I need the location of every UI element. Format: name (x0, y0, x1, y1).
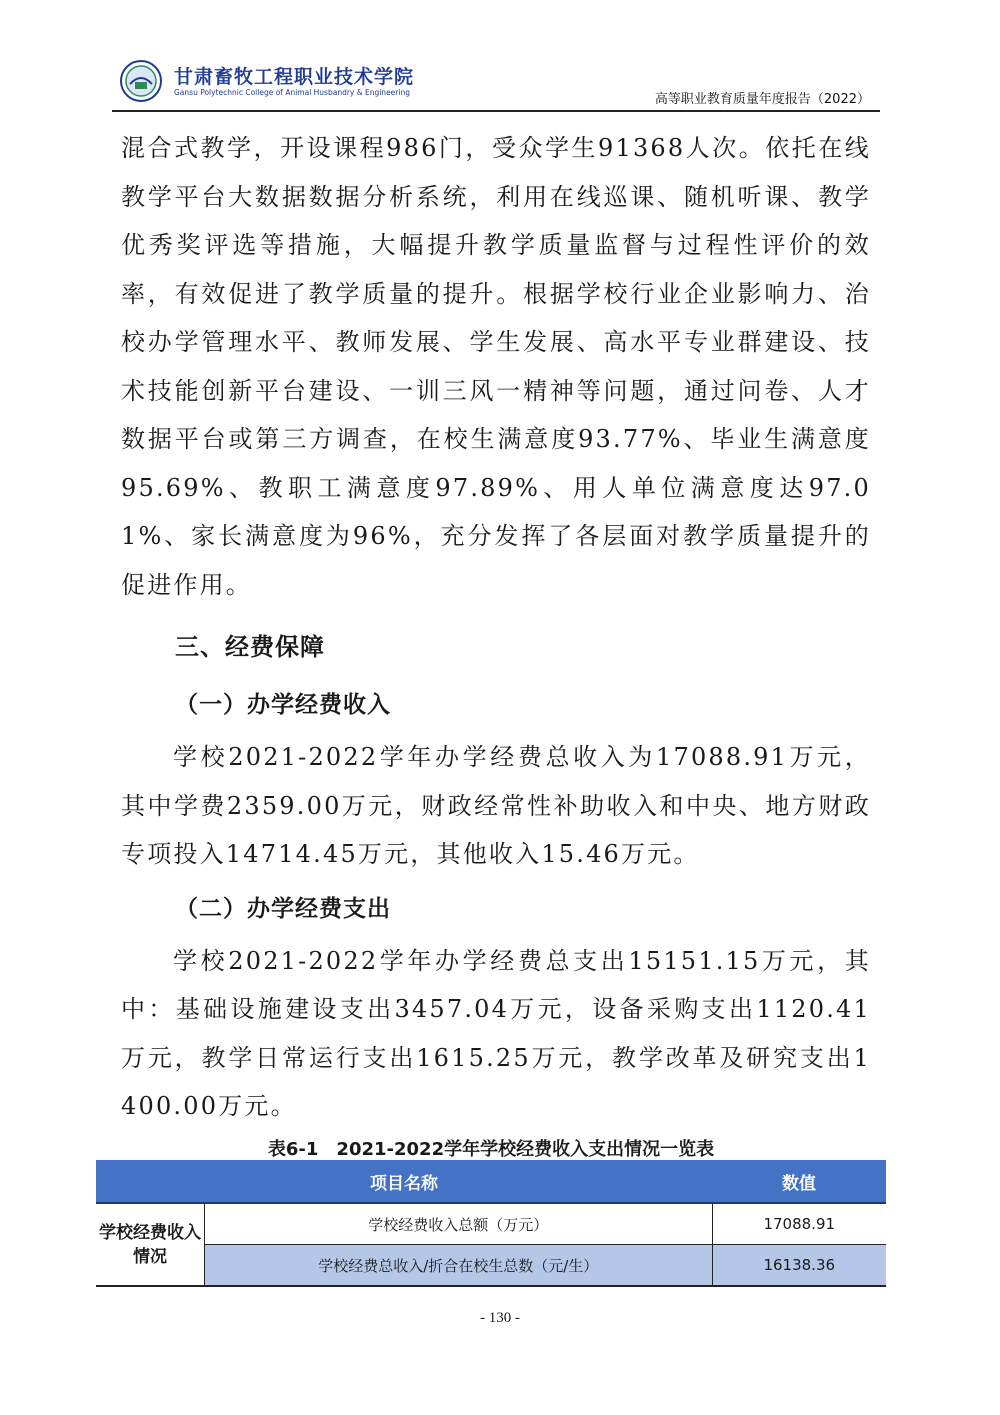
body-paragraph-income: 学校2021-2022学年办学经费总收入为17088.91万元，其中学费2359.00万元，财政经常性补助收入和中央、地方财政专项投入14714.45万元，其他收入15.46万元。 (121, 743, 871, 868)
row-value: 17088.91 (712, 1203, 886, 1245)
subsection-heading-income: （一）办学经费收入 (175, 692, 391, 718)
page-header (112, 50, 880, 112)
row-item: 学校经费收入总额（万元） (205, 1203, 713, 1245)
table-row (96, 1203, 886, 1245)
header-divider (112, 110, 880, 112)
table-row (96, 1245, 886, 1287)
group-label: 学校经费收入情况 (96, 1203, 205, 1286)
header-item-name: 项目名称 (96, 1160, 712, 1203)
school-name-en: Gansu Polytechnic College of Animal Husbandry & Engineering (174, 88, 410, 97)
page-number: - 130 - (480, 1310, 520, 1326)
report-title: 高等职业教育质量年度报告（2022） (654, 92, 870, 107)
table-caption: 表6-1 2021-2022学年学校经费收入支出情况一览表 (267, 1139, 715, 1160)
section-heading-funding: 三、经费保障 (175, 633, 325, 661)
body-paragraph-expenditure: 学校2021-2022学年办学经费总支出15151.15万元，其中：基础设施建设支出3457.04万元，设备采购支出1120.41万元，教学日常运行支出1615.25万元，教学改革及研究支出1400.00万元。 (121, 946, 871, 1120)
body-paragraph-satisfaction: 混合式教学，开设课程986门，受众学生91368人次。依托在线教学平台大数据数据分析系统，利用在线巡课、随机听课、教学优秀奖评选等措施，大幅提升教学质量监督与过程性评价的效率，有效促进了教学质量的提升。根据学校行业企业影响力、治校办学管理水平、教师发展、学生发展、高水平专业群建设、技术技能创新平台建设、一训三风一精神等问题，通过问卷、人才数据平台或第三方调查，在校生满意度93.77%、毕业生满意度95.69%、教职工满意度97.89%、用人单位满意度达97.01%、家长满意度为96%，充分发挥了各层面对教学质量提升的促进作用。 (121, 134, 871, 599)
school-name-cn: 甘肃畜牧工程职业技术学院 (174, 66, 415, 88)
table-header-row (96, 1160, 886, 1203)
subsection-heading-expenditure: （二）办学经费支出 (175, 895, 391, 922)
row-value: 16138.36 (712, 1245, 886, 1287)
header-value: 数值 (712, 1160, 886, 1203)
school-logo-icon (120, 60, 162, 102)
row-item: 学校经费总收入/折合在校生总数（元/生） (205, 1245, 713, 1287)
main-content (121, 124, 871, 1131)
funding-table (96, 1160, 886, 1287)
